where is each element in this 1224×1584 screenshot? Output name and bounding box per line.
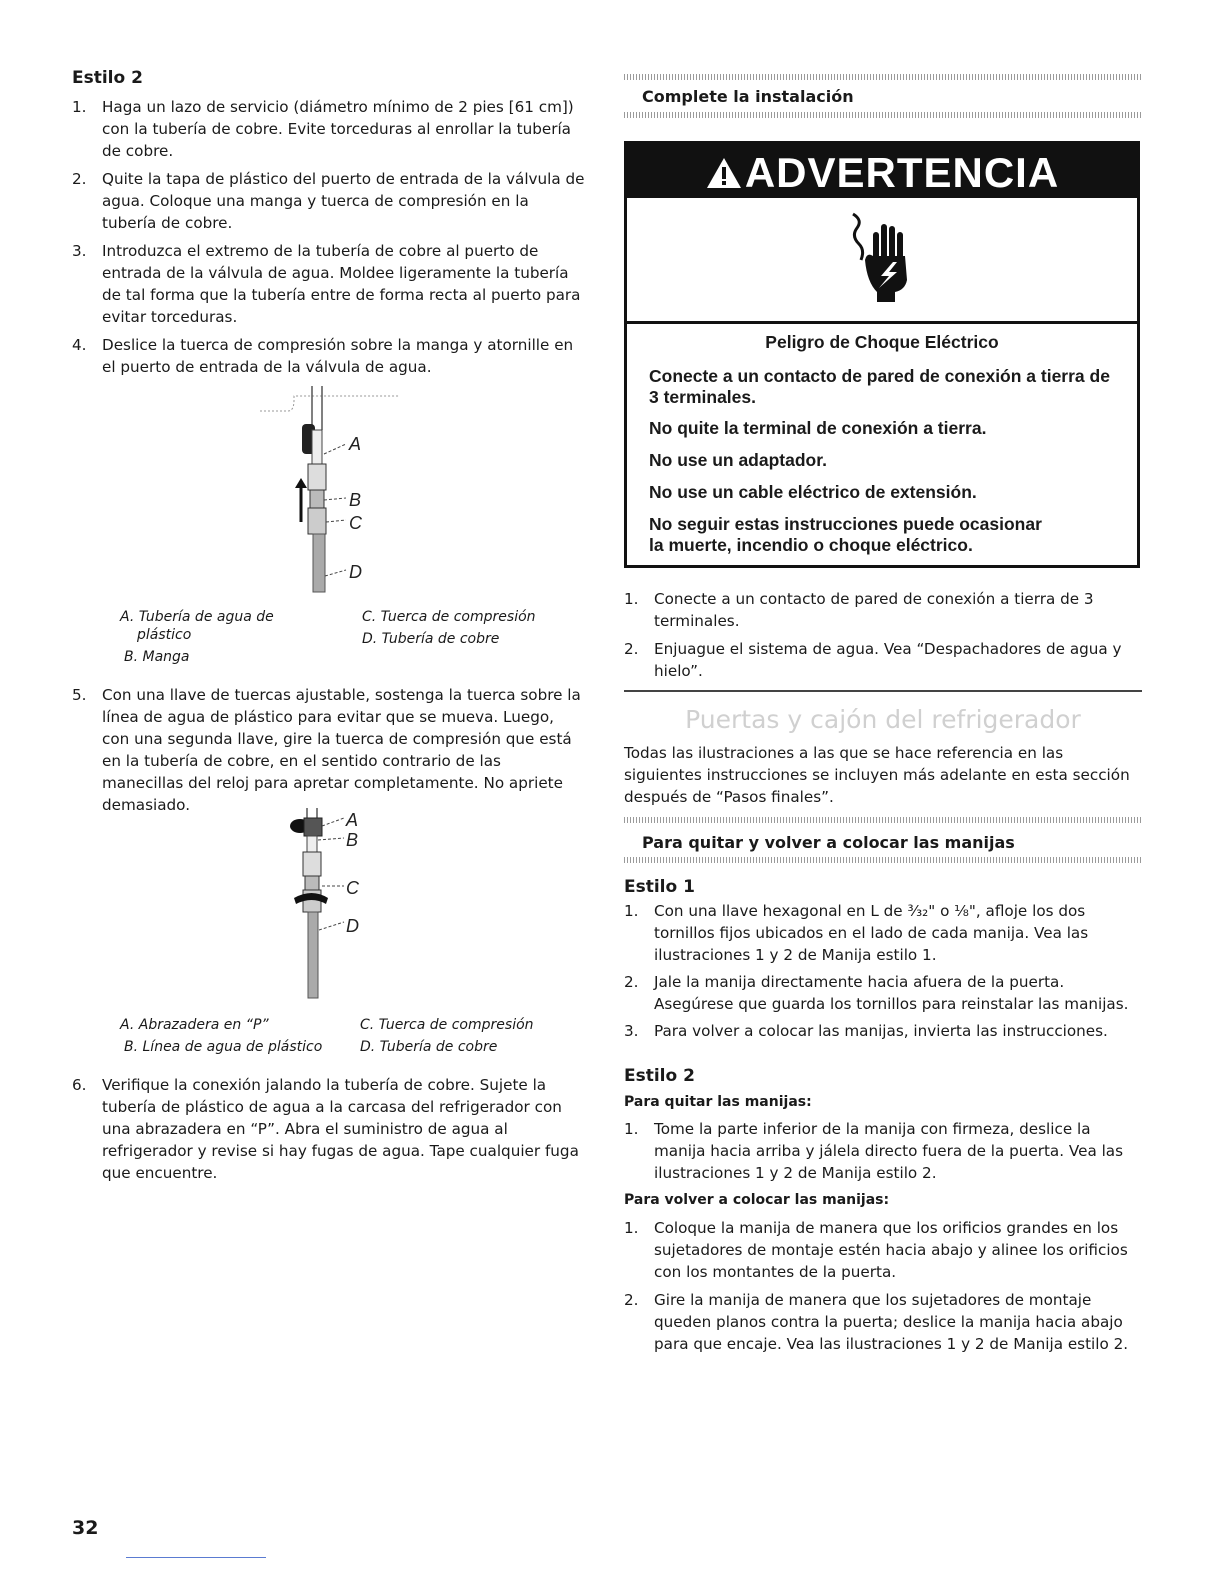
fitting-diagram-2 <box>280 806 400 1002</box>
style1-heading: Estilo 1 <box>624 877 695 897</box>
hazard-title: Peligro de Choque Eléctrico <box>765 332 999 352</box>
list-item: 2. Quite la tapa de plástico del puerto de entrada de la válvula de agua. Coloque una manga y tuerca de compresión en la tubería de cobre. <box>72 170 585 232</box>
remove-steps-list <box>624 1118 1142 1184</box>
complete-installation-heading: Complete la instalación <box>642 87 854 106</box>
fig1-caption-b: B. Manga <box>124 649 190 665</box>
replace-handles-heading: Para volver a colocar las manijas: <box>624 1192 890 1208</box>
list-item: 1. Conecte a un contacto de pared de conexión a tierra de 3 terminales. <box>624 590 1094 630</box>
callout-label: C <box>349 513 362 533</box>
list-item: 6. Verifique la conexión jalando la tubería de cobre. Sujete la tubería de plástico de agua a la carcasa del refrigerador con una abrazadera en “P”. Abra el suministro de agua al refrigerador y revise si hay fugas de agua. Tape cualquier fuga que encuentre. <box>72 1076 579 1182</box>
list-item: 1. Con una llave hexagonal en L de ³⁄₃₂" o ⅛", afloje los dos tornillos fijos ubicados en el lado de cada manija. Vea las ilustraciones 1 y 2 de Manija estilo 1. <box>624 902 1089 964</box>
callout-label: D <box>349 562 362 582</box>
warning-line: la muerte, incendio o choque eléctrico. <box>649 535 973 555</box>
list-item: 3. Introduzca el extremo de la tubería de cobre al puerto de entrada de la válvula de agua. Moldee ligeramente la tubería de tal forma que la tubería entre de forma recta al puerto para evitar torceduras. <box>72 242 581 326</box>
list-item: 5. Con una llave de tuercas ajustable, sostenga la tuerca sobre la línea de agua de plástico para evitar que se mueva. Luego, con una segunda llave, gire la tuerca de compresión que está en la tubería de cobre, en el sentido contrario de las manecillas del reloj para apretar completamente. No apriete demasiado. <box>72 686 581 814</box>
doors-section-title: Puertas y cajón del refrigerador <box>685 705 1081 734</box>
fig2-caption-b: B. Línea de agua de plástico <box>124 1039 323 1055</box>
list-item: 2. Gire la manija de manera que los sujetadores de montaje queden planos contra la puerta; deslice la manija hacia abajo para que encaje. Vea las ilustraciones 1 y 2 de Manija estilo 2. <box>624 1291 1129 1353</box>
divider <box>624 112 1142 118</box>
footer-line <box>126 1557 266 1558</box>
list-item: 1. Tome la parte inferior de la manija con firmeza, deslice la manija hacia arriba y jálela directo fuera de la puerta. Vea las ilustraciones 1 y 2 de Manija estilo 2. <box>624 1120 1124 1182</box>
fig1-caption-d: D. Tubería de cobre <box>362 631 500 647</box>
fig2-caption-c: C. Tuerca de compresión <box>360 1017 534 1033</box>
warning-line: No use un adaptador. <box>649 450 827 470</box>
warning-triangle-icon <box>705 156 743 190</box>
warning-line: No use un cable eléctrico de extensión. <box>649 482 977 502</box>
warning-line: No seguir estas instrucciones puede ocasionar <box>649 514 1042 534</box>
list-item: 1. Coloque la manija de manera que los orificios grandes en los sujetadores de montaje estén hacia abajo y alinee los orificios con los montantes de la puerta. <box>624 1219 1128 1281</box>
divider <box>624 817 1142 823</box>
page-number: 32 <box>72 1517 99 1539</box>
install-steps-list <box>72 96 586 378</box>
warning-box <box>624 141 1140 568</box>
warning-separator <box>627 321 1137 324</box>
replace-steps-list <box>624 1217 1142 1355</box>
style2-heading-right: Estilo 2 <box>624 1066 695 1086</box>
style1-steps-list <box>624 900 1142 1042</box>
list-item: 3. Para volver a colocar las manijas, invierta las instrucciones. <box>624 1022 1108 1040</box>
fig1-caption-a2: plástico <box>137 627 192 643</box>
list-item: 2. Enjuague el sistema de agua. Vea “Despachadores de agua y hielo”. <box>624 640 1122 680</box>
fig1-caption-a: A. Tubería de agua de <box>120 609 274 625</box>
callout-label: A <box>349 434 362 454</box>
callout-label: A <box>346 810 359 830</box>
list-item: 2. Jale la manija directamente hacia afuera de la puerta. Asegúrese que guarda los tornillos para reinstalar las manijas. <box>624 973 1129 1013</box>
fitting-diagram-1 <box>250 384 410 596</box>
warning-line: 3 terminales. <box>649 387 756 407</box>
divider <box>624 857 1142 863</box>
callout-label: C <box>346 878 359 898</box>
fig2-caption-a: A. Abrazadera en “P” <box>120 1017 269 1033</box>
complete-steps-list <box>624 588 1142 682</box>
electric-shock-hand-icon <box>849 210 919 304</box>
list-item: 4. Deslice la tuerca de compresión sobre la manga y atornille en el puerto de entrada de la válvula de agua. <box>72 336 574 376</box>
doors-intro-text: Todas las ilustraciones a las que se hace referencia en las siguientes instrucciones se incluyen más adelante en esta sección después de “Pasos finales”. <box>624 744 1130 806</box>
divider <box>624 74 1142 80</box>
warning-title: ADVERTENCIA <box>627 144 1137 198</box>
style2-heading: Estilo 2 <box>72 68 143 88</box>
fig2-caption-d: D. Tubería de cobre <box>360 1039 498 1055</box>
list-item: 1. Haga un lazo de servicio (diámetro mínimo de 2 pies [61 cm]) con la tubería de cobre. Evite torceduras al enrollar la tubería de cobre. <box>72 98 574 160</box>
handles-heading: Para quitar y volver a colocar las manijas <box>642 833 1015 852</box>
remove-handles-heading: Para quitar las manijas: <box>624 1094 812 1110</box>
warning-line: No quite la terminal de conexión a tierra. <box>649 418 987 438</box>
callout-label: B <box>349 490 362 510</box>
install-steps-list-5 <box>72 684 586 816</box>
install-steps-list-6 <box>72 1074 586 1184</box>
fig1-caption-c: C. Tuerca de compresión <box>362 609 536 625</box>
divider <box>624 690 1142 692</box>
callout-label: D <box>346 916 359 936</box>
warning-line: Conecte a un contacto de pared de conexión a tierra de <box>649 366 1110 386</box>
callout-label: B <box>346 830 359 850</box>
